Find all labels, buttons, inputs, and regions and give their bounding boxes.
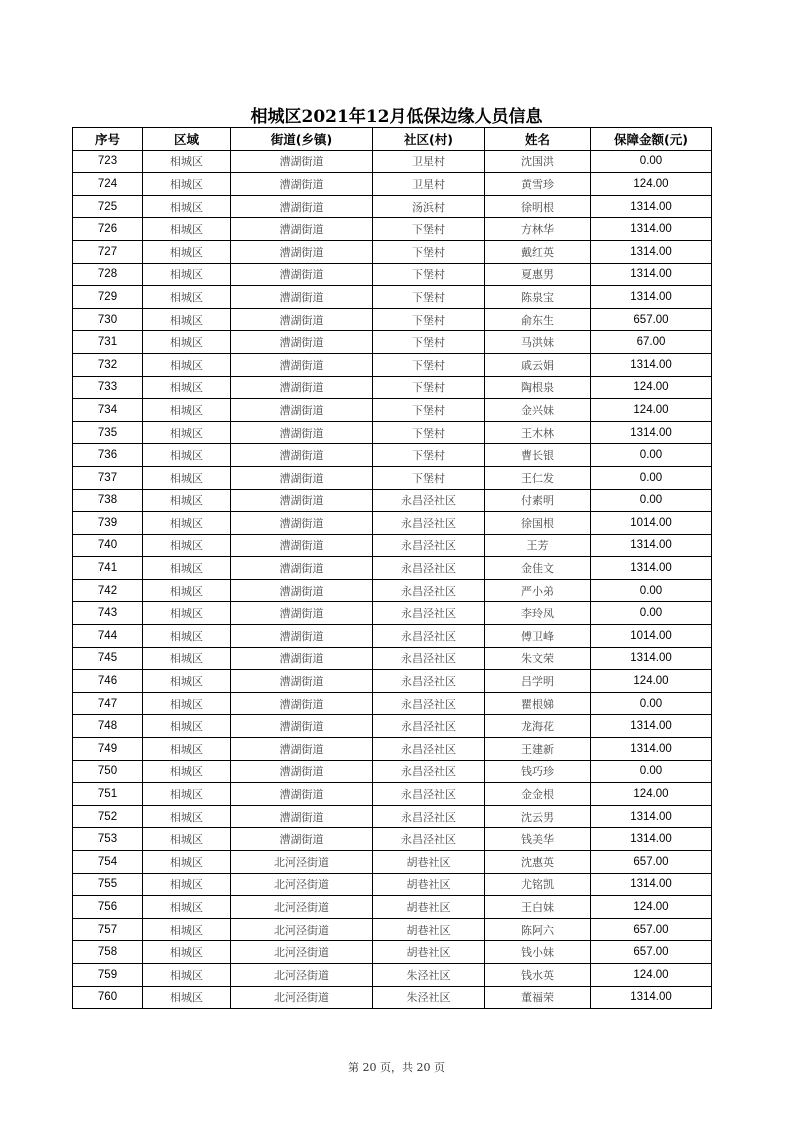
cell-street: 漕湖街道 — [231, 286, 373, 309]
cell-amount: 657.00 — [591, 308, 712, 331]
cell-street: 漕湖街道 — [231, 692, 373, 715]
cell-district: 相城区 — [143, 941, 231, 964]
cell-amount: 1314.00 — [591, 286, 712, 309]
cell-district: 相城区 — [143, 173, 231, 196]
cell-amount: 1314.00 — [591, 263, 712, 286]
table-row — [73, 376, 712, 399]
cell-community: 永昌泾社区 — [373, 557, 485, 580]
cell-community: 下堡村 — [373, 376, 485, 399]
cell-district: 相城区 — [143, 715, 231, 738]
column-header-district: 区域 — [143, 128, 231, 151]
cell-district: 相城区 — [143, 399, 231, 422]
cell-district: 相城区 — [143, 738, 231, 761]
cell-district: 相城区 — [143, 760, 231, 783]
cell-name: 付素明 — [485, 489, 591, 512]
cell-community: 永昌泾社区 — [373, 647, 485, 670]
table-row — [73, 670, 712, 693]
cell-amount: 1314.00 — [591, 986, 712, 1009]
cell-index: 734 — [73, 399, 143, 422]
cell-index: 754 — [73, 851, 143, 874]
cell-street: 漕湖街道 — [231, 489, 373, 512]
cell-index: 755 — [73, 873, 143, 896]
cell-index: 753 — [73, 828, 143, 851]
table-row — [73, 308, 712, 331]
cell-index: 746 — [73, 670, 143, 693]
cell-name: 董福荣 — [485, 986, 591, 1009]
cell-street: 漕湖街道 — [231, 331, 373, 354]
cell-district: 相城区 — [143, 512, 231, 535]
table-row — [73, 218, 712, 241]
cell-index: 740 — [73, 534, 143, 557]
cell-index: 757 — [73, 918, 143, 941]
cell-index: 737 — [73, 466, 143, 489]
cell-amount: 67.00 — [591, 331, 712, 354]
cell-index: 727 — [73, 240, 143, 263]
page-footer: 第 20 页，共 20 页 — [348, 1061, 445, 1074]
column-header-name: 姓名 — [485, 128, 591, 151]
table-row — [73, 331, 712, 354]
cell-name: 李玲凤 — [485, 602, 591, 625]
cell-name: 王木林 — [485, 421, 591, 444]
cell-name: 俞东生 — [485, 308, 591, 331]
cell-district: 相城区 — [143, 828, 231, 851]
cell-name: 戚云娟 — [485, 353, 591, 376]
table-row — [73, 399, 712, 422]
cell-community: 下堡村 — [373, 466, 485, 489]
cell-amount: 124.00 — [591, 376, 712, 399]
cell-amount: 0.00 — [591, 579, 712, 602]
cell-index: 736 — [73, 444, 143, 467]
cell-street: 漕湖街道 — [231, 240, 373, 263]
cell-street: 漕湖街道 — [231, 399, 373, 422]
cell-index: 733 — [73, 376, 143, 399]
cell-street: 北河泾街道 — [231, 986, 373, 1009]
cell-street: 漕湖街道 — [231, 421, 373, 444]
cell-street: 漕湖街道 — [231, 534, 373, 557]
cell-community: 下堡村 — [373, 331, 485, 354]
cell-name: 钱美华 — [485, 828, 591, 851]
cell-index: 749 — [73, 738, 143, 761]
cell-community: 永昌泾社区 — [373, 602, 485, 625]
cell-street: 漕湖街道 — [231, 828, 373, 851]
cell-community: 下堡村 — [373, 240, 485, 263]
cell-community: 永昌泾社区 — [373, 692, 485, 715]
cell-name: 夏惠男 — [485, 263, 591, 286]
table-row — [73, 353, 712, 376]
cell-street: 漕湖街道 — [231, 512, 373, 535]
cell-district: 相城区 — [143, 647, 231, 670]
cell-name: 王白妹 — [485, 896, 591, 919]
cell-amount: 657.00 — [591, 941, 712, 964]
cell-index: 723 — [73, 150, 143, 173]
cell-district: 相城区 — [143, 353, 231, 376]
cell-index: 744 — [73, 625, 143, 648]
cell-name: 王建新 — [485, 738, 591, 761]
cell-index: 724 — [73, 173, 143, 196]
cell-name: 徐国根 — [485, 512, 591, 535]
cell-name: 陈阿六 — [485, 918, 591, 941]
cell-index: 732 — [73, 353, 143, 376]
cell-street: 北河泾街道 — [231, 963, 373, 986]
cell-name: 曹长银 — [485, 444, 591, 467]
table-row — [73, 466, 712, 489]
table-row — [73, 602, 712, 625]
cell-community: 卫星村 — [373, 173, 485, 196]
cell-name: 傅卫峰 — [485, 625, 591, 648]
cell-street: 北河泾街道 — [231, 873, 373, 896]
cell-district: 相城区 — [143, 489, 231, 512]
cell-name: 黄雪珍 — [485, 173, 591, 196]
cell-amount: 0.00 — [591, 692, 712, 715]
cell-street: 北河泾街道 — [231, 918, 373, 941]
cell-district: 相城区 — [143, 444, 231, 467]
cell-name: 戴红英 — [485, 240, 591, 263]
table-row — [73, 738, 712, 761]
cell-district: 相城区 — [143, 331, 231, 354]
cell-community: 永昌泾社区 — [373, 760, 485, 783]
cell-street: 北河泾街道 — [231, 851, 373, 874]
table-row — [73, 534, 712, 557]
cell-community: 永昌泾社区 — [373, 738, 485, 761]
cell-street: 北河泾街道 — [231, 941, 373, 964]
cell-amount: 1014.00 — [591, 625, 712, 648]
cell-amount: 124.00 — [591, 963, 712, 986]
cell-community: 下堡村 — [373, 308, 485, 331]
cell-district: 相城区 — [143, 986, 231, 1009]
cell-street: 漕湖街道 — [231, 466, 373, 489]
cell-street: 漕湖街道 — [231, 579, 373, 602]
table-row — [73, 828, 712, 851]
cell-district: 相城区 — [143, 579, 231, 602]
cell-amount: 124.00 — [591, 670, 712, 693]
table-row — [73, 692, 712, 715]
cell-street: 漕湖街道 — [231, 263, 373, 286]
cell-community: 胡巷社区 — [373, 918, 485, 941]
table-row — [73, 783, 712, 806]
table-row — [73, 195, 712, 218]
cell-index: 759 — [73, 963, 143, 986]
cell-street: 漕湖街道 — [231, 647, 373, 670]
cell-name: 钱小妹 — [485, 941, 591, 964]
table-row — [73, 240, 712, 263]
cell-name: 沈惠英 — [485, 851, 591, 874]
cell-community: 胡巷社区 — [373, 873, 485, 896]
cell-street: 漕湖街道 — [231, 353, 373, 376]
cell-street: 北河泾街道 — [231, 896, 373, 919]
cell-index: 730 — [73, 308, 143, 331]
cell-community: 胡巷社区 — [373, 941, 485, 964]
cell-community: 永昌泾社区 — [373, 828, 485, 851]
cell-name: 钱巧珍 — [485, 760, 591, 783]
cell-district: 相城区 — [143, 557, 231, 580]
cell-street: 漕湖街道 — [231, 308, 373, 331]
cell-community: 下堡村 — [373, 218, 485, 241]
table-row — [73, 286, 712, 309]
cell-index: 750 — [73, 760, 143, 783]
table-row — [73, 579, 712, 602]
cell-district: 相城区 — [143, 692, 231, 715]
cell-name: 沈国洪 — [485, 150, 591, 173]
cell-district: 相城区 — [143, 783, 231, 806]
table-row — [73, 873, 712, 896]
cell-name: 金金根 — [485, 783, 591, 806]
cell-community: 永昌泾社区 — [373, 715, 485, 738]
cell-community: 永昌泾社区 — [373, 670, 485, 693]
cell-community: 卫星村 — [373, 150, 485, 173]
table-row — [73, 805, 712, 828]
cell-street: 漕湖街道 — [231, 444, 373, 467]
cell-name: 方林华 — [485, 218, 591, 241]
cell-amount: 124.00 — [591, 399, 712, 422]
cell-name: 朱文荣 — [485, 647, 591, 670]
cell-amount: 124.00 — [591, 896, 712, 919]
cell-street: 漕湖街道 — [231, 783, 373, 806]
cell-amount: 1014.00 — [591, 512, 712, 535]
cell-index: 726 — [73, 218, 143, 241]
cell-community: 永昌泾社区 — [373, 512, 485, 535]
cell-district: 相城区 — [143, 851, 231, 874]
cell-community: 永昌泾社区 — [373, 534, 485, 557]
cell-name: 尤铭凯 — [485, 873, 591, 896]
cell-index: 728 — [73, 263, 143, 286]
cell-amount: 1314.00 — [591, 805, 712, 828]
column-header-amount: 保障金额(元) — [591, 128, 712, 151]
table-row — [73, 715, 712, 738]
cell-street: 漕湖街道 — [231, 760, 373, 783]
cell-community: 下堡村 — [373, 353, 485, 376]
cell-amount: 1314.00 — [591, 195, 712, 218]
cell-amount: 657.00 — [591, 851, 712, 874]
cell-amount: 0.00 — [591, 760, 712, 783]
cell-street: 漕湖街道 — [231, 805, 373, 828]
table-row — [73, 512, 712, 535]
table-row — [73, 918, 712, 941]
cell-community: 朱泾社区 — [373, 986, 485, 1009]
table-row — [73, 557, 712, 580]
cell-district: 相城区 — [143, 376, 231, 399]
cell-street: 漕湖街道 — [231, 625, 373, 648]
cell-index: 747 — [73, 692, 143, 715]
cell-name: 沈云男 — [485, 805, 591, 828]
cell-district: 相城区 — [143, 918, 231, 941]
cell-community: 下堡村 — [373, 421, 485, 444]
cell-amount: 124.00 — [591, 783, 712, 806]
cell-amount: 0.00 — [591, 602, 712, 625]
table-body — [73, 150, 712, 1009]
cell-name: 王仁发 — [485, 466, 591, 489]
cell-index: 735 — [73, 421, 143, 444]
table-row — [73, 760, 712, 783]
cell-community: 永昌泾社区 — [373, 625, 485, 648]
table-row — [73, 173, 712, 196]
column-header-street: 街道(乡镇) — [231, 128, 373, 151]
cell-name: 陶根泉 — [485, 376, 591, 399]
cell-street: 漕湖街道 — [231, 738, 373, 761]
table-row — [73, 647, 712, 670]
table-row — [73, 263, 712, 286]
cell-community: 永昌泾社区 — [373, 489, 485, 512]
cell-community: 胡巷社区 — [373, 896, 485, 919]
table-row — [73, 489, 712, 512]
cell-index: 725 — [73, 195, 143, 218]
cell-index: 739 — [73, 512, 143, 535]
cell-name: 金兴妹 — [485, 399, 591, 422]
cell-community: 下堡村 — [373, 263, 485, 286]
cell-community: 永昌泾社区 — [373, 783, 485, 806]
document-title: 相城区2021年12月低保边缘人员信息 — [250, 107, 543, 127]
cell-street: 漕湖街道 — [231, 715, 373, 738]
cell-community: 朱泾社区 — [373, 963, 485, 986]
column-header-index: 序号 — [73, 128, 143, 151]
table-header-row — [73, 128, 712, 151]
cell-community: 永昌泾社区 — [373, 579, 485, 602]
cell-street: 漕湖街道 — [231, 150, 373, 173]
table-row — [73, 941, 712, 964]
cell-amount: 1314.00 — [591, 353, 712, 376]
cell-district: 相城区 — [143, 308, 231, 331]
cell-district: 相城区 — [143, 218, 231, 241]
cell-district: 相城区 — [143, 286, 231, 309]
cell-district: 相城区 — [143, 421, 231, 444]
table-row — [73, 963, 712, 986]
table-row — [73, 625, 712, 648]
cell-index: 745 — [73, 647, 143, 670]
table-row — [73, 444, 712, 467]
cell-amount: 1314.00 — [591, 534, 712, 557]
cell-district: 相城区 — [143, 670, 231, 693]
cell-community: 永昌泾社区 — [373, 805, 485, 828]
cell-community: 胡巷社区 — [373, 851, 485, 874]
cell-amount: 0.00 — [591, 466, 712, 489]
cell-amount: 657.00 — [591, 918, 712, 941]
cell-community: 汤浜村 — [373, 195, 485, 218]
cell-district: 相城区 — [143, 896, 231, 919]
table-row — [73, 851, 712, 874]
cell-street: 漕湖街道 — [231, 602, 373, 625]
cell-name: 吕学明 — [485, 670, 591, 693]
cell-district: 相城区 — [143, 534, 231, 557]
cell-district: 相城区 — [143, 195, 231, 218]
cell-amount: 1314.00 — [591, 738, 712, 761]
cell-name: 严小弟 — [485, 579, 591, 602]
cell-index: 758 — [73, 941, 143, 964]
table-row — [73, 896, 712, 919]
cell-amount: 0.00 — [591, 150, 712, 173]
cell-district: 相城区 — [143, 240, 231, 263]
cell-name: 瞿根娣 — [485, 692, 591, 715]
cell-street: 漕湖街道 — [231, 195, 373, 218]
cell-district: 相城区 — [143, 602, 231, 625]
cell-index: 738 — [73, 489, 143, 512]
cell-district: 相城区 — [143, 963, 231, 986]
cell-community: 下堡村 — [373, 286, 485, 309]
cell-index: 743 — [73, 602, 143, 625]
cell-amount: 1314.00 — [591, 715, 712, 738]
cell-district: 相城区 — [143, 805, 231, 828]
cell-name: 徐明根 — [485, 195, 591, 218]
cell-amount: 0.00 — [591, 444, 712, 467]
cell-street: 漕湖街道 — [231, 173, 373, 196]
cell-index: 751 — [73, 783, 143, 806]
cell-amount: 1314.00 — [591, 557, 712, 580]
cell-community: 下堡村 — [373, 399, 485, 422]
cell-district: 相城区 — [143, 625, 231, 648]
cell-name: 龙海花 — [485, 715, 591, 738]
cell-index: 729 — [73, 286, 143, 309]
cell-street: 漕湖街道 — [231, 218, 373, 241]
table-row — [73, 986, 712, 1009]
cell-amount: 1314.00 — [591, 873, 712, 896]
cell-amount: 1314.00 — [591, 647, 712, 670]
cell-district: 相城区 — [143, 873, 231, 896]
cell-street: 漕湖街道 — [231, 376, 373, 399]
cell-name: 马洪妹 — [485, 331, 591, 354]
cell-index: 748 — [73, 715, 143, 738]
cell-street: 漕湖街道 — [231, 670, 373, 693]
cell-amount: 1314.00 — [591, 240, 712, 263]
cell-amount: 0.00 — [591, 489, 712, 512]
cell-index: 756 — [73, 896, 143, 919]
cell-name: 金佳文 — [485, 557, 591, 580]
cell-index: 731 — [73, 331, 143, 354]
cell-street: 漕湖街道 — [231, 557, 373, 580]
cell-index: 742 — [73, 579, 143, 602]
cell-index: 752 — [73, 805, 143, 828]
cell-name: 王芳 — [485, 534, 591, 557]
cell-district: 相城区 — [143, 466, 231, 489]
cell-amount: 1314.00 — [591, 421, 712, 444]
cell-amount: 1314.00 — [591, 218, 712, 241]
cell-index: 741 — [73, 557, 143, 580]
cell-index: 760 — [73, 986, 143, 1009]
table-row — [73, 150, 712, 173]
cell-district: 相城区 — [143, 263, 231, 286]
cell-amount: 1314.00 — [591, 828, 712, 851]
cell-district: 相城区 — [143, 150, 231, 173]
cell-amount: 124.00 — [591, 173, 712, 196]
cell-community: 下堡村 — [373, 444, 485, 467]
data-table — [72, 127, 712, 1009]
table-row — [73, 421, 712, 444]
cell-name: 钱水英 — [485, 963, 591, 986]
column-header-community: 社区(村) — [373, 128, 485, 151]
cell-name: 陈泉宝 — [485, 286, 591, 309]
